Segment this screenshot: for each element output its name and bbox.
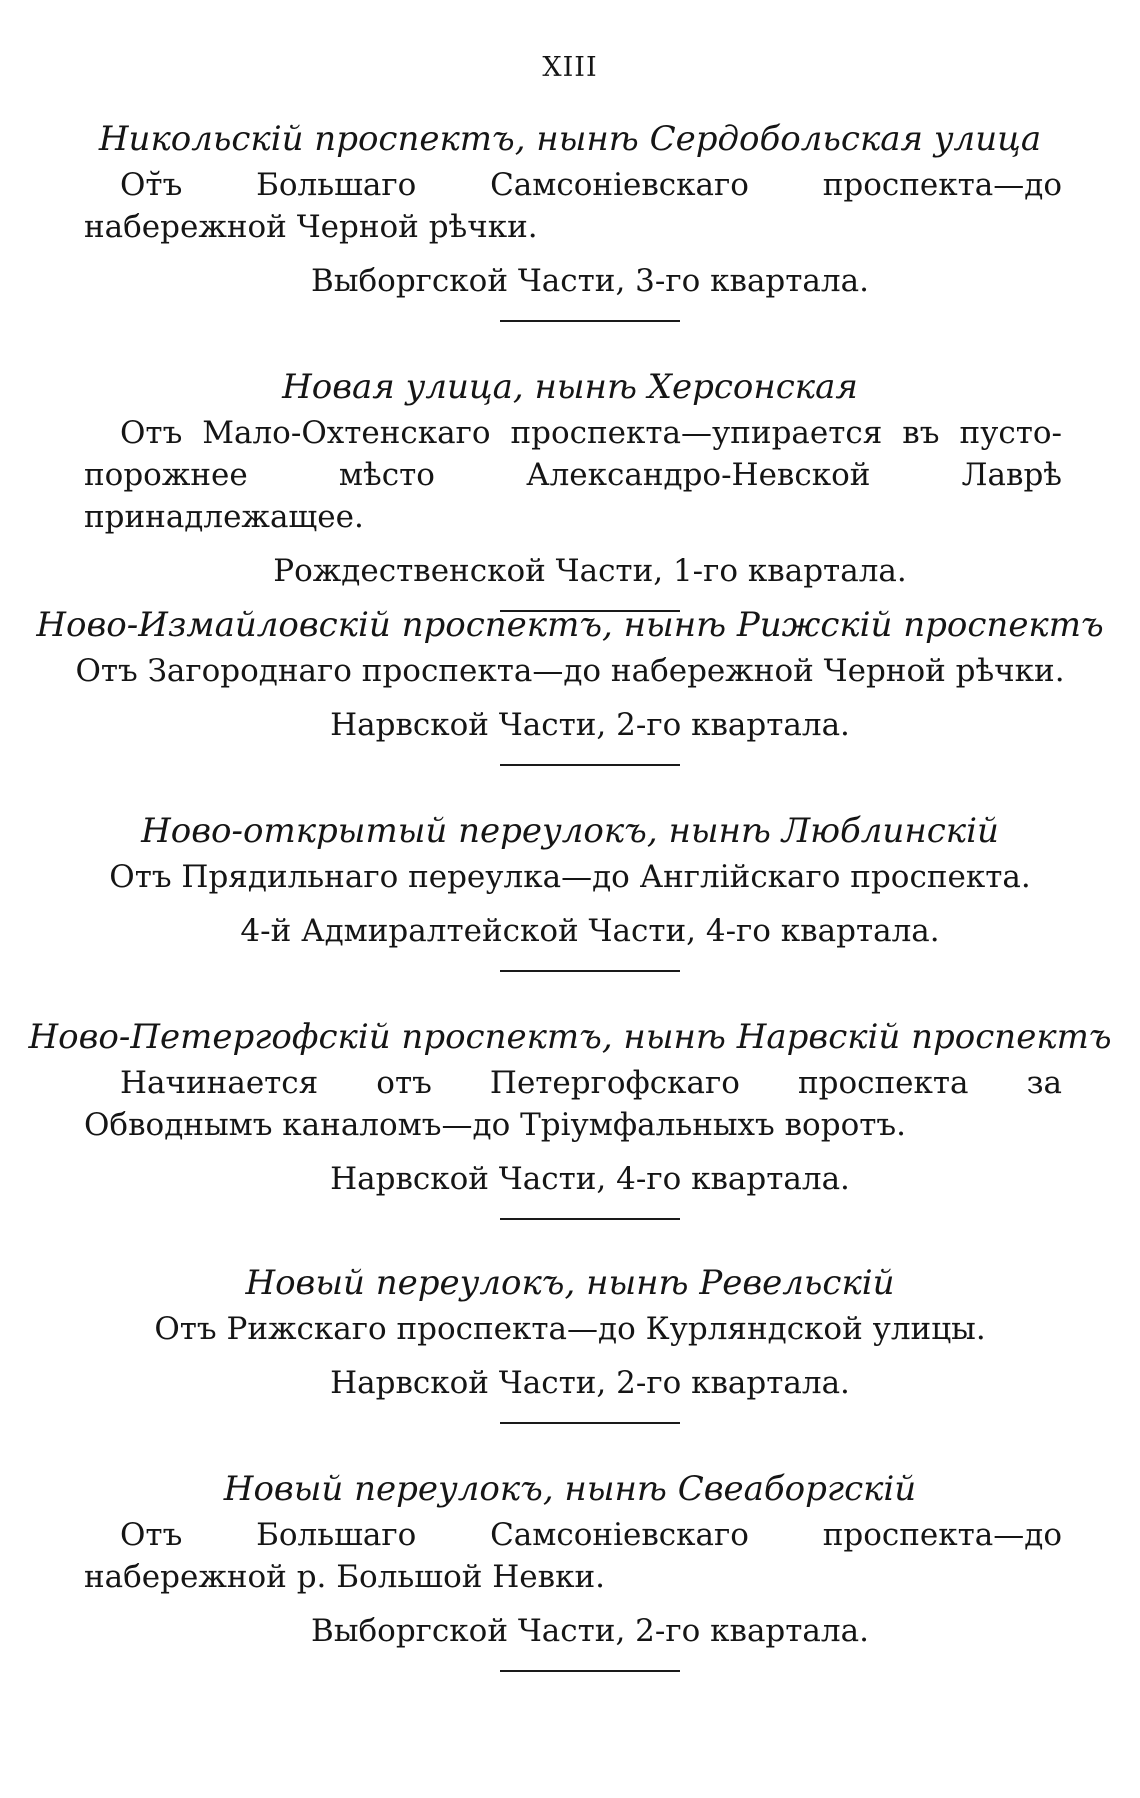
entry-location: Рождественской Части, 1-го квартала.: [273, 553, 907, 589]
section-divider: [500, 320, 680, 322]
entry-title: Ново-открытый переулокъ, нынѣ Люблинскій: [141, 811, 999, 851]
section-divider: [500, 1422, 680, 1424]
street-entry: [0, 1468, 1140, 1672]
entry-location: 4-й Адмиралтейской Части, 4-го квартала.: [240, 913, 940, 949]
street-entry: [0, 1016, 1140, 1220]
section-divider: [500, 1670, 680, 1672]
entry-description: [84, 164, 1062, 248]
entry-title: Новая улица, нынѣ Херсонская: [282, 367, 858, 407]
entry-description-text: Отъ Мало-Охтенскаго проспекта—упирается въ пусто-порожнее мѣсто Александро-Невской Лаврѣ принадлежащее.: [84, 415, 1062, 535]
street-entry: [0, 810, 1140, 972]
entry-description-text: Начинается отъ Петергофскаго проспекта за Обводнымъ каналомъ—до Тріумфальныхъ воротъ.: [84, 1065, 1062, 1143]
entry-location: Нарвской Части, 2-го квартала.: [330, 707, 850, 743]
entry-location: Нарвской Части, 2-го квартала.: [330, 1365, 850, 1401]
section-divider: [500, 1218, 680, 1220]
entry-description: Отъ Прядильнаго переулка—до Англійскаго проспекта.: [109, 859, 1031, 895]
entry-title: Новый переулокъ, нынѣ Свеаборгскій: [223, 1469, 917, 1509]
entry-title: Никольскій проспектъ, нынѣ Сердобольская улица: [98, 119, 1042, 159]
street-entry: [0, 366, 1140, 612]
entry-description: [84, 1514, 1062, 1598]
entry-description-text: Отъ Большаго Самсоніевскаго проспекта—до набережной р. Большой Невки.: [84, 1517, 1062, 1595]
street-entry: [0, 604, 1140, 766]
entry-location: Выборгской Части, 2-го квартала.: [311, 1613, 869, 1649]
entry-description: [84, 412, 1062, 538]
page-number: XIII: [542, 52, 598, 83]
entry-title: Ново-Измайловскій проспектъ, нынѣ Рижскій проспектъ: [36, 605, 1104, 645]
entry-title: Новый переулокъ, нынѣ Ревельскій: [245, 1263, 895, 1303]
section-divider: [500, 764, 680, 766]
section-divider: [500, 970, 680, 972]
entry-description: Отъ Рижскаго проспекта—до Курляндской улицы.: [154, 1311, 986, 1347]
entry-location: Нарвской Части, 4-го квартала.: [330, 1161, 850, 1197]
entry-description-text: От̆ъ Большаго Самсоніевскаго проспекта—до набережной Черной рѣчки.: [84, 167, 1062, 245]
street-entry: [0, 118, 1140, 322]
entry-title: Ново-Петергофскій проспектъ, нынѣ Нарвскій проспектъ: [28, 1017, 1112, 1057]
street-entry: [0, 1262, 1140, 1424]
entry-location: Выборгской Части, 3-го квартала.: [311, 263, 869, 299]
entry-description: [84, 1062, 1062, 1146]
entry-description: Отъ Загороднаго проспекта—до набережной Черной рѣчки.: [75, 653, 1065, 689]
